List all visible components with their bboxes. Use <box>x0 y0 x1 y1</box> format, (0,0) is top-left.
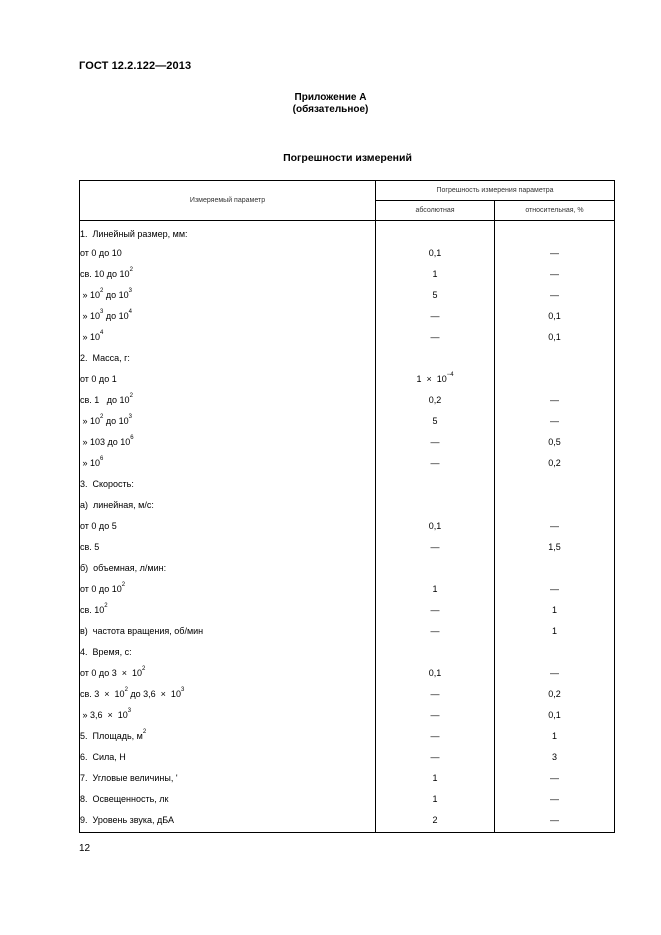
cell-absolute <box>376 389 495 410</box>
table-row <box>80 431 615 452</box>
cell-absolute <box>376 599 495 620</box>
cell-parameter <box>80 662 376 683</box>
table-row <box>80 389 615 410</box>
table-row <box>80 494 615 515</box>
cell-relative <box>495 221 615 243</box>
cell-parameter <box>80 683 376 704</box>
cell-parameter <box>80 641 376 662</box>
table-row <box>80 473 615 494</box>
parameter-text: » 10 <box>80 457 101 468</box>
appendix-heading <box>0 92 661 116</box>
cell-relative <box>495 473 615 494</box>
cell-parameter <box>80 242 376 263</box>
absolute-value: 1 <box>432 583 438 594</box>
cell-parameter <box>80 515 376 536</box>
absolute-value: — <box>430 751 440 762</box>
cell-absolute <box>376 263 495 284</box>
table-row <box>80 515 615 536</box>
absolute-value: — <box>430 604 440 615</box>
cell-relative: 1,5 <box>495 536 615 557</box>
appendix-title: Приложение А <box>294 92 367 103</box>
table-row <box>80 557 615 578</box>
table-row <box>80 284 615 305</box>
cell-relative: 0,1 <box>495 704 615 725</box>
table-row <box>80 305 615 326</box>
table-row <box>80 809 615 833</box>
absolute-value: — <box>430 436 440 447</box>
parameter-text: 6. Сила, Н <box>80 751 126 762</box>
parameter-text: 3. Скорость: <box>80 478 134 489</box>
table-row <box>80 326 615 347</box>
cell-absolute <box>376 641 495 662</box>
table-row <box>80 683 615 704</box>
table-row <box>80 536 615 557</box>
cell-parameter <box>80 305 376 326</box>
table-row <box>80 788 615 809</box>
table-row <box>80 368 615 389</box>
parameter-text: 1. Линейный размер, мм: <box>80 228 188 239</box>
cell-relative: 0,5 <box>495 431 615 452</box>
cell-parameter <box>80 809 376 833</box>
parameter-text: св. 10 <box>80 604 105 615</box>
parameter-text: до 10 <box>103 310 129 321</box>
cell-relative: — <box>495 578 615 599</box>
cell-parameter <box>80 599 376 620</box>
superscript: 2 <box>124 686 128 693</box>
absolute-value: 5 <box>432 415 438 426</box>
table-row <box>80 662 615 683</box>
parameter-text: св. 3 × 10 <box>80 688 125 699</box>
cell-relative: — <box>495 263 615 284</box>
superscript: 3 <box>128 287 132 294</box>
cell-parameter <box>80 263 376 284</box>
cell-relative <box>495 641 615 662</box>
superscript: 2 <box>121 581 126 588</box>
superscript: −4 <box>446 371 454 378</box>
parameter-text: св. 10 до 10 <box>80 268 130 279</box>
cell-absolute <box>376 767 495 788</box>
parameter-text: 4. Время, с: <box>80 646 132 657</box>
cell-relative: 0,1 <box>495 326 615 347</box>
appendix-subtitle: (обязательное) <box>292 104 369 115</box>
cell-relative: — <box>495 767 615 788</box>
superscript: 2 <box>104 602 108 609</box>
column-header-absolute: абсолютная <box>376 201 495 221</box>
table-row <box>80 767 615 788</box>
measurement-errors-table <box>79 180 615 833</box>
parameter-text: 5. Площадь, м <box>80 730 143 741</box>
cell-absolute <box>376 494 495 515</box>
cell-relative: 0,2 <box>495 683 615 704</box>
parameter-text: до 3,6 × 10 <box>127 688 181 699</box>
table-row <box>80 242 615 263</box>
superscript: 3 <box>100 308 104 315</box>
parameter-text: 2. Масса, г: <box>80 352 130 363</box>
cell-relative: — <box>495 389 615 410</box>
cell-absolute <box>376 662 495 683</box>
cell-parameter <box>80 620 376 641</box>
cell-absolute <box>376 515 495 536</box>
parameter-text: » 10 <box>80 289 101 300</box>
cell-absolute <box>376 242 495 263</box>
parameter-text: до 10 <box>103 289 129 300</box>
absolute-value: 0,2 <box>428 394 442 405</box>
cell-absolute <box>376 725 495 746</box>
column-header-param: Измеряемый параметр <box>80 181 376 221</box>
absolute-value: — <box>430 541 440 552</box>
cell-parameter <box>80 725 376 746</box>
superscript: 2 <box>100 413 104 420</box>
absolute-value: 2 <box>432 814 438 825</box>
column-header-relative: относительная, % <box>495 201 615 221</box>
table-title: Погрешности измерений <box>283 152 412 164</box>
cell-relative: 3 <box>495 746 615 767</box>
cell-parameter <box>80 536 376 557</box>
parameter-text: от 0 до 10 <box>80 583 122 594</box>
parameter-text: » 3,6 × 10 <box>80 709 128 720</box>
absolute-value: — <box>430 730 440 741</box>
cell-absolute <box>376 410 495 431</box>
cell-parameter <box>80 473 376 494</box>
absolute-value: — <box>430 709 440 720</box>
table-row <box>80 746 615 767</box>
column-header-error: Погрешность измерения параметра <box>376 181 615 201</box>
cell-absolute <box>376 683 495 704</box>
parameter-text: 9. Уровень звука, дБА <box>80 814 174 825</box>
cell-parameter <box>80 494 376 515</box>
absolute-value: 0,1 <box>428 520 442 531</box>
table-header-row <box>80 181 615 201</box>
superscript: 2 <box>129 392 133 399</box>
cell-parameter <box>80 746 376 767</box>
table-row <box>80 599 615 620</box>
parameter-text: от 0 до 1 <box>80 373 117 384</box>
superscript: 4 <box>100 329 104 336</box>
absolute-value: 1 × 10 <box>416 373 447 384</box>
superscript: 4 <box>128 308 132 315</box>
cell-relative: — <box>495 515 615 536</box>
cell-absolute <box>376 473 495 494</box>
cell-absolute <box>376 431 495 452</box>
cell-parameter <box>80 410 376 431</box>
table-row <box>80 347 615 368</box>
superscript: 3 <box>180 686 185 693</box>
cell-parameter <box>80 368 376 389</box>
absolute-value: 1 <box>432 772 438 783</box>
superscript: 6 <box>130 434 134 441</box>
cell-absolute <box>376 347 495 368</box>
parameter-text: » 10 <box>80 310 101 321</box>
parameter-text: от 0 до 5 <box>80 520 117 531</box>
parameter-text: от 0 до 3 × 10 <box>80 667 142 678</box>
superscript: 2 <box>142 728 147 735</box>
table-row <box>80 641 615 662</box>
parameter-text: б) объемная, л/мин: <box>80 562 167 573</box>
cell-parameter <box>80 452 376 473</box>
parameter-text: от 0 до 10 <box>80 247 122 258</box>
parameter-text: » 10 <box>80 331 101 342</box>
cell-absolute <box>376 326 495 347</box>
cell-absolute <box>376 284 495 305</box>
cell-parameter <box>80 326 376 347</box>
superscript: 2 <box>100 287 104 294</box>
absolute-value: 1 <box>432 793 438 804</box>
parameter-text: в) частота вращения, об/мин <box>80 625 204 636</box>
cell-relative: 1 <box>495 725 615 746</box>
superscript: 3 <box>128 413 132 420</box>
cell-relative: 1 <box>495 620 615 641</box>
cell-relative <box>495 368 615 389</box>
table-row <box>80 704 615 725</box>
cell-relative: — <box>495 242 615 263</box>
parameter-text: 8. Освещенность, лк <box>80 793 169 804</box>
table-body <box>80 181 615 833</box>
cell-relative <box>495 557 615 578</box>
page-number: 12 <box>79 843 91 854</box>
absolute-value: 1 <box>432 268 438 279</box>
cell-parameter <box>80 389 376 410</box>
superscript: 3 <box>127 707 132 714</box>
cell-parameter <box>80 578 376 599</box>
cell-relative: — <box>495 410 615 431</box>
cell-relative: 0,2 <box>495 452 615 473</box>
absolute-value: 0,1 <box>428 247 442 258</box>
cell-absolute <box>376 305 495 326</box>
cell-relative: — <box>495 809 615 833</box>
cell-relative: 0,1 <box>495 305 615 326</box>
cell-absolute <box>376 578 495 599</box>
absolute-value: 5 <box>432 289 438 300</box>
cell-parameter <box>80 221 376 243</box>
cell-relative <box>495 347 615 368</box>
table-row <box>80 725 615 746</box>
cell-parameter <box>80 704 376 725</box>
cell-absolute <box>376 746 495 767</box>
cell-parameter <box>80 767 376 788</box>
cell-relative: — <box>495 284 615 305</box>
table-row <box>80 578 615 599</box>
cell-parameter <box>80 347 376 368</box>
superscript: 2 <box>141 665 146 672</box>
cell-absolute <box>376 788 495 809</box>
absolute-value: 0,1 <box>428 667 442 678</box>
absolute-value: — <box>430 457 440 468</box>
parameter-text: » 103 до 10 <box>80 436 131 447</box>
cell-absolute <box>376 536 495 557</box>
cell-absolute <box>376 221 495 243</box>
parameter-text: а) линейная, м/с: <box>80 499 154 510</box>
cell-relative: — <box>495 662 615 683</box>
parameter-text: св. 1 до 10 <box>80 394 130 405</box>
standard-number: ГОСТ 12.2.122—2013 <box>79 60 192 72</box>
cell-absolute <box>376 809 495 833</box>
parameter-text: св. 5 <box>80 541 100 552</box>
table-row <box>80 452 615 473</box>
table-row <box>80 221 615 243</box>
parameter-text: до 10 <box>103 415 129 426</box>
cell-relative: — <box>495 788 615 809</box>
cell-relative <box>495 494 615 515</box>
cell-absolute <box>376 557 495 578</box>
cell-parameter <box>80 788 376 809</box>
table-row <box>80 410 615 431</box>
cell-relative: 1 <box>495 599 615 620</box>
superscript: 6 <box>100 455 104 462</box>
cell-parameter <box>80 284 376 305</box>
absolute-value: — <box>430 310 440 321</box>
absolute-value: — <box>430 688 440 699</box>
cell-parameter <box>80 431 376 452</box>
parameter-text: » 10 <box>80 415 101 426</box>
cell-absolute <box>376 704 495 725</box>
superscript: 2 <box>129 266 133 273</box>
absolute-value: — <box>430 331 440 342</box>
parameter-text: 7. Угловые величины, ʹ <box>80 772 178 783</box>
cell-absolute <box>376 452 495 473</box>
table-row <box>80 263 615 284</box>
cell-parameter <box>80 557 376 578</box>
table-row <box>80 620 615 641</box>
cell-absolute <box>376 620 495 641</box>
absolute-value: — <box>430 625 440 636</box>
cell-absolute <box>376 368 495 389</box>
